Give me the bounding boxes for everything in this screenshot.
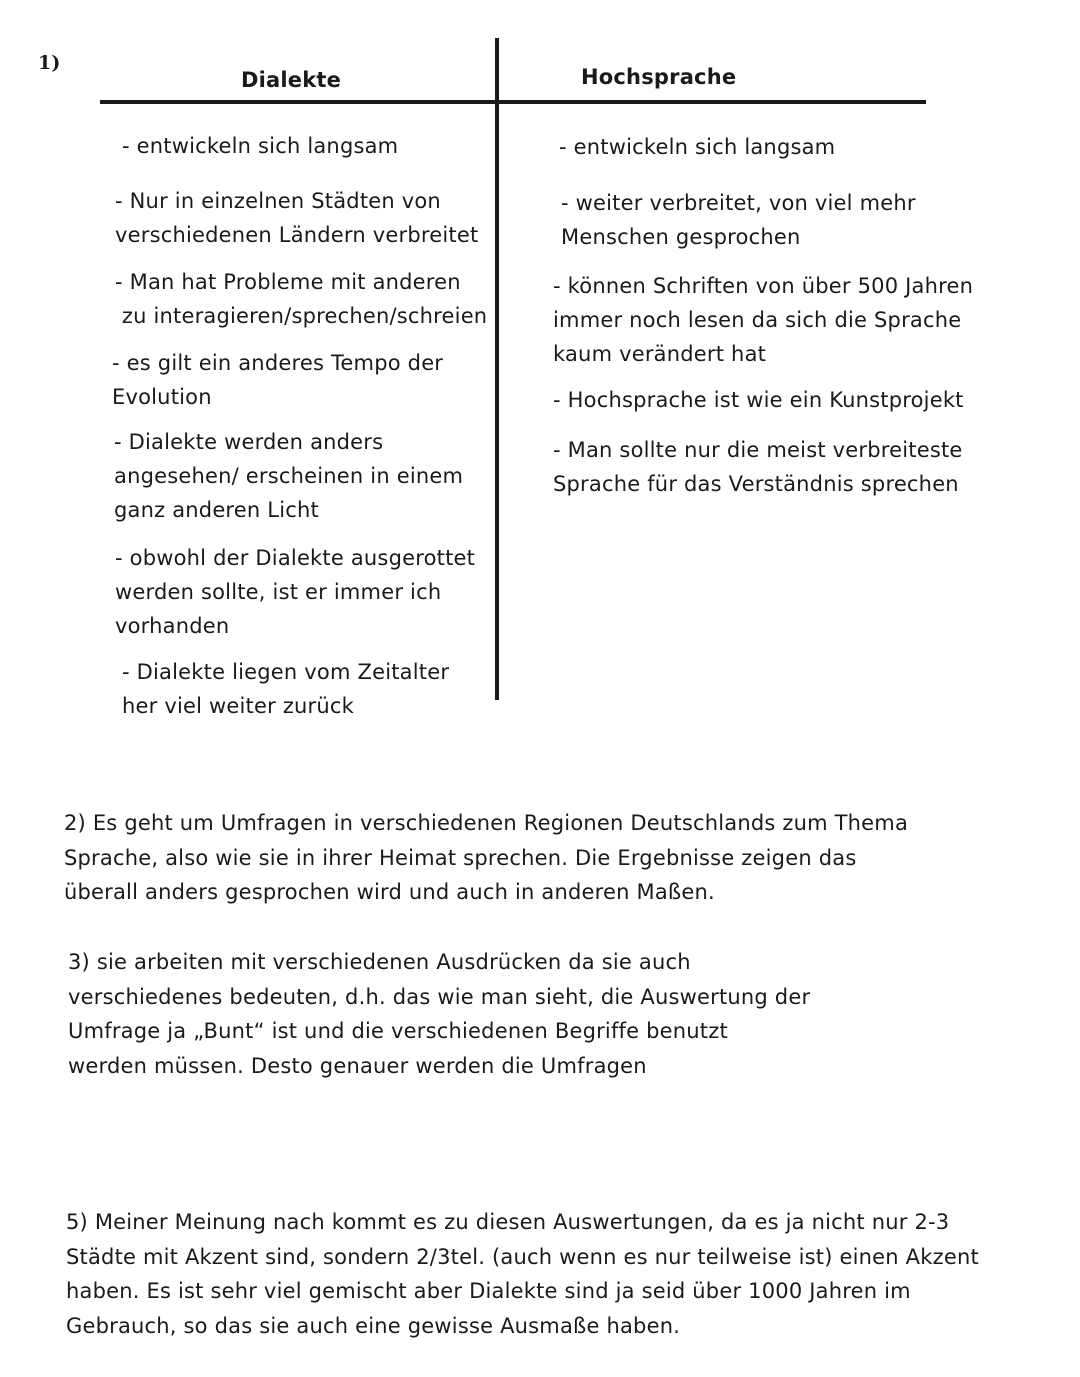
hochsprache-item: - Man sollte nur die meist verbreiteste Sprache für das Verständnis sprechen (553, 438, 963, 496)
task-2-answer: 2) Es geht um Umfragen in verschiedenen Regionen Deutschlands zum Thema Sprache, also wie sie in ihrer Heimat sprechen. Die Ergebnisse zeigen das überall anders gesprochen wird und auch in anderen Maßen. (64, 811, 909, 904)
task-1-number: 1) (38, 52, 61, 74)
hochsprache-header: Hochsprache (581, 65, 737, 89)
hochsprache-item: - können Schriften von über 500 Jahren immer noch lesen da sich die Sprache kaum verändert hat (553, 274, 974, 366)
dialekte-item: - Nur in einzelnen Städten von verschiedenen Ländern verbreitet (115, 189, 479, 247)
t-chart-vertical-line (495, 38, 499, 700)
task-3-answer: 3) sie arbeiten mit verschiedenen Ausdrücken da sie auch verschiedenes bedeuten, d.h. das wie man sieht, die Auswertung der Umfrage ja „Bunt“ ist und die verschiedenen Begriffe benutzt werden müssen. Desto genauer werden die Umfragen (68, 950, 811, 1078)
hochsprache-item: - entwickeln sich langsam (559, 135, 836, 159)
dialekte-item: - es gilt ein anderes Tempo der Evolution (112, 351, 444, 409)
hochsprache-item: - weiter verbreitet, von viel mehr Menschen gesprochen (561, 191, 916, 249)
dialekte-header: Dialekte (241, 68, 342, 92)
dialekte-item: - Dialekte werden anders angesehen/ erscheinen in einem ganz anderen Licht (114, 430, 464, 522)
hochsprache-item: - Hochsprache ist wie ein Kunstprojekt (553, 388, 964, 412)
task-5-answer: 5) Meiner Meinung nach kommt es zu diesen Auswertungen, da es ja nicht nur 2-3 Städte mit Akzent sind, sondern 2/3tel. (auch wenn es nur teilweise ist) einen Akzent haben. Es ist sehr viel gemischt aber Dialekte sind ja seid über 1000 Jahren im Gebrauch, so das sie auch eine gewisse Ausmaße haben. (66, 1210, 979, 1338)
dialekte-item: - entwickeln sich langsam (122, 134, 399, 158)
dialekte-item: - Man hat Probleme mit anderen zu interagieren/sprechen/schreien (115, 270, 488, 328)
dialekte-item: - obwohl der Dialekte ausgerottet werden sollte, ist er immer ich vorhanden (115, 546, 476, 638)
t-chart-horizontal-line (100, 100, 926, 104)
dialekte-item: - Dialekte liegen vom Zeitalter her viel weiter zurück (122, 660, 450, 718)
